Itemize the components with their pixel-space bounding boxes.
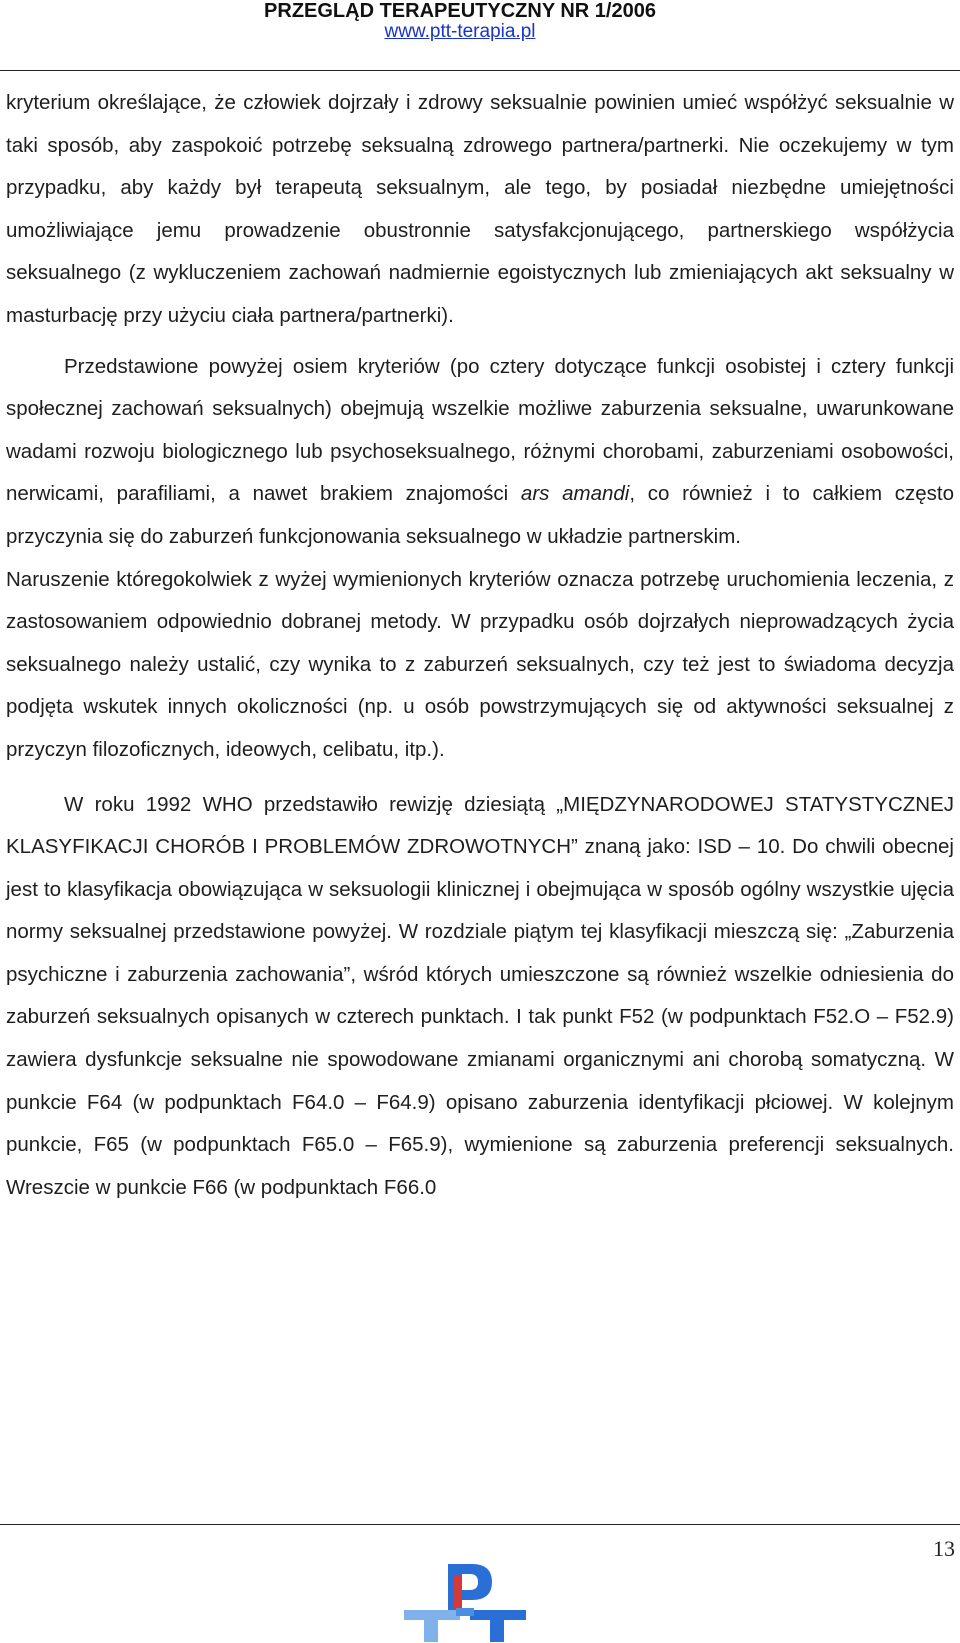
paragraph-2 — [6, 346, 954, 559]
paragraph-4: W roku 1992 WHO przedstawiło rewizję dziesiątą „MIĘDZYNARODOWEJ STATYSTYCZNEJ KLASYFIKACJI CHORÓB I PROBLEMÓW ZDROWOTNYCH” znaną jako: ISD – 10. Do chwili obecnej jest to klasyfikacja obowiązująca w seksuologii klinicznej i obejmująca w sposób ogólny wszystkie ujęcia normy seksualnej przedstawione powyżej. W rozdziale piątym tej klasyfikacji mieszczą się: „Zaburzenia psychiczne i zaburzenia zachowania”, wśród których umieszczone są również wszelkie odniesienia do zaburzeń seksualnych opisanych w czterech punktach. I tak punkt F52 (w podpunktach F52.O – F52.9) zawiera dysfunkcje seksualne nie spowodowane zmianami organicznymi ani chorobą somatyczną. W punkcie F64 (w podpunktach F64.0 – F64.9) opisano zaburzenia identyfikacji płciowej. W kolejnym punkcie, F65 (w podpunktach F65.0 – F65.9), wymienione są zaburzenia preferencji seksualnych. Wreszcie w punkcie F66 (w podpunktach F66.0 — [6, 792, 954, 1199]
ptt-logo-icon — [400, 1560, 530, 1643]
footer-divider — [0, 1524, 960, 1525]
page-number: 13 — [933, 1536, 955, 1561]
header-divider — [0, 70, 960, 71]
paragraph-2-text-a: Przedstawione powyżej osiem kryteriów (po cztery dotyczące funkcji osobistej i cztery funkcji społecznej zachowań seksualnych) obejmują wszelkie możliwe zaburzenia seksualne, uwarunkowane wadami rozwoju biologicznego lub psychoseksualnego, różnymi chorobami, zaburzeniami osobowości, nerwicami, parafiliami, a nawet brakiem znajomości — [6, 354, 954, 506]
paragraph-1: kryterium określające, że człowiek dojrzały i zdrowy seksualnie powinien umieć współżyć seksualnie w taki sposób, aby zaspokoić potrzebę seksualną zdrowego partnera/partnerki. Nie oczekujemy w tym przypadku, aby każdy był terapeutą seksualnym, ale tego, by posiadał niezbędne umiejętności umożliwiające jemu prowadzenie obustronnie satysfakcjonującego, partnerskiego współżycia seksualnego (z wykluczeniem zachowań nadmiernie egoistycznych lub zmieniających akt seksualny w masturbację przy użyciu ciała partnera/partnerki). — [6, 91, 954, 327]
paragraph-2-text-b: , co również i to całkiem często przyczynia się do zaburzeń funkcjonowania seksualnego w układzie partnerskim. — [6, 482, 955, 548]
paragraph-3: Naruszenie któregokolwiek z wyżej wymienionych kryteriów oznacza potrzebę uruchomienia leczenia, z zastosowaniem odpowiednio dobranej metody. W przypadku osób dojrzałych nieprowadzących życia seksualnego należy ustalić, czy wynika to z zaburzeń seksualnych, czy też jest to świadoma decyzja podjęta wskutek innych okoliczności (np. u osób powstrzymujących się od aktywności seksualnej z przyczyn filozoficznych, ideowych, celibatu, itp.). — [6, 567, 954, 761]
journal-url-link[interactable]: www.ptt-terapia.pl — [384, 21, 536, 42]
paragraph-2-italic: ars amandi — [520, 482, 630, 506]
page-header — [0, 0, 960, 42]
journal-title: PRZEGLĄD TERAPEUTYCZNY NR 1/2006 — [264, 0, 656, 22]
article-body — [6, 82, 954, 1209]
